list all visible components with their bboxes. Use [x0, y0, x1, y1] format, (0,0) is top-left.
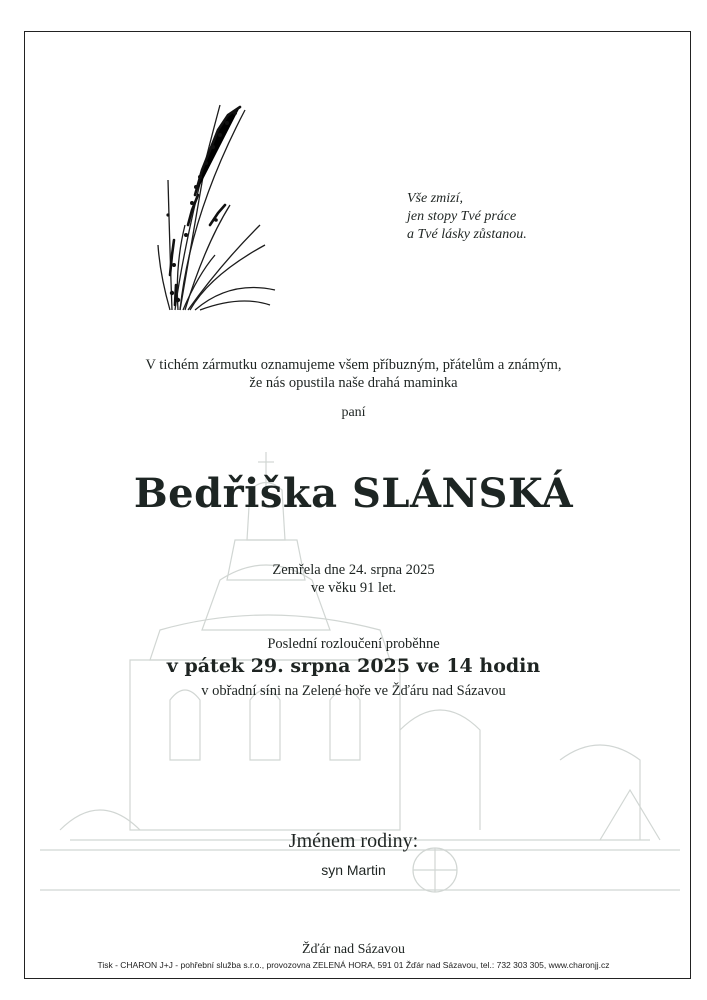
- motto-line-1: Vše zmizí,: [407, 191, 463, 206]
- funeral-datetime: v pátek 29. srpna 2025 ve 14 hodin: [166, 655, 541, 677]
- farewell-intro: Poslední rozloučení proběhne: [267, 636, 440, 652]
- family-heading: Jménem rodiny:: [288, 830, 419, 852]
- town-name: Žďár nad Sázavou: [301, 942, 406, 957]
- age: ve věku 91 let.: [310, 580, 397, 596]
- motto-line-2: jen stopy Tvé práce: [407, 209, 517, 224]
- deceased-name: Bedřiška SLÁNSKÁ: [133, 470, 574, 517]
- announcement-text: [0, 356, 707, 392]
- printer-credit: Tisk - CHARON J+J - pohřební služba s.r.o., provozovna ZELENÁ HORA, 591 01 Žďár nad Sázavou, tel.: 732 303 305, www.charonjj.cz: [97, 960, 610, 970]
- memorial-motto: [407, 190, 527, 244]
- motto-line-3: a Tvé lásky zůstanou.: [407, 227, 527, 242]
- honorific: paní: [341, 405, 366, 420]
- family-members: syn Martin: [321, 862, 386, 878]
- grass-illustration: [150, 95, 280, 320]
- death-details: [0, 561, 707, 597]
- funeral-place: v obřadní síni na Zelené hoře ve Žďáru nad Sázavou: [201, 683, 506, 699]
- announcement-line-1: V tichém zármutku oznamujeme všem příbuzným, přátelům a známým,: [145, 357, 562, 373]
- death-date: Zemřela dne 24. srpna 2025: [272, 562, 435, 578]
- announcement-line-2: že nás opustila naše drahá maminka: [249, 375, 458, 391]
